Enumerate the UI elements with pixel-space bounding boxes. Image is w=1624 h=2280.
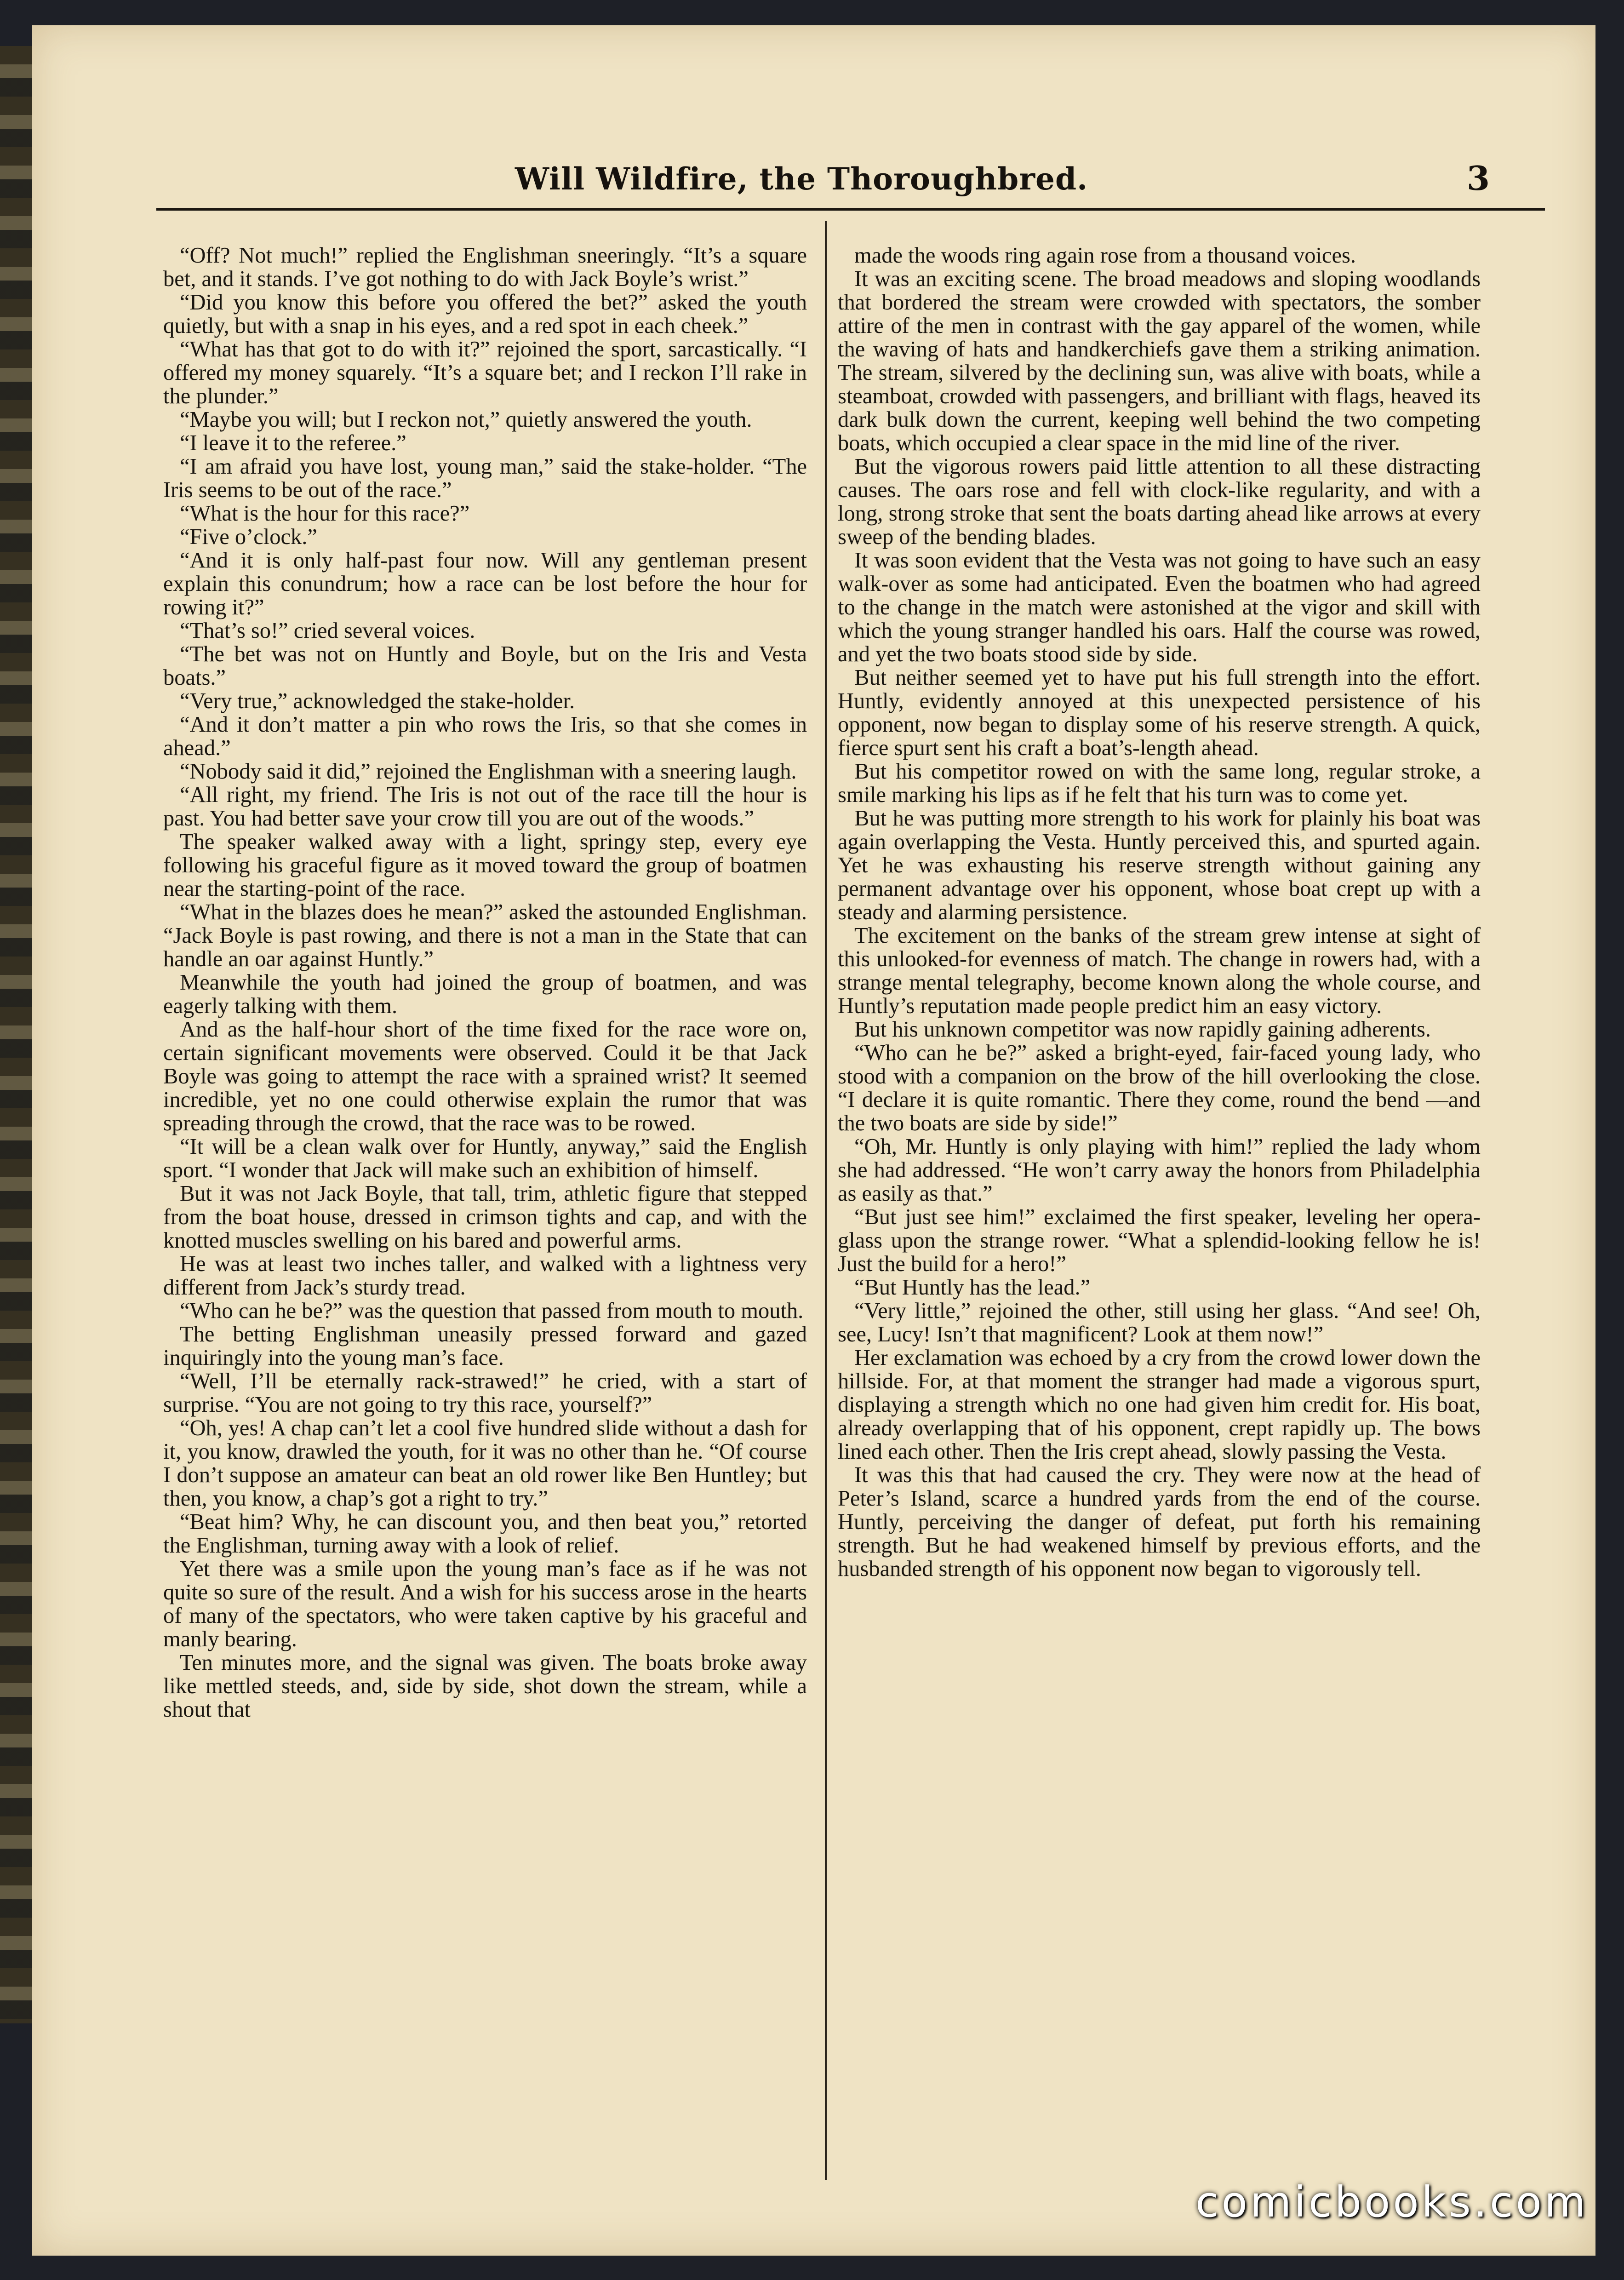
paragraph: “That’s so!” cried several voices. <box>180 619 475 643</box>
paragraph: “Well, I’ll be eternally rack-strawed!” he cried, with a start of surprise. “You are not going to try this race, yourself?” <box>163 1369 807 1417</box>
paragraph: “Beat him? Why, he can discount you, and then beat you,” retorted the Englishman, turning away with a look of relief. <box>163 1510 807 1558</box>
paragraph: But the vigorous rowers paid little attention to all these distracting causes. The oars rose and fell with clock-like regularity, and with a long, strong stroke that sent the boats darting ahead like arrows at every sweep of the bending blades. <box>838 454 1481 549</box>
paragraph: “The bet was not on Huntly and Boyle, but on the Iris and Vesta boats.” <box>163 642 807 690</box>
paragraph: Meanwhile the youth had joined the group of boatmen, and was eagerly talking with them. <box>163 970 807 1018</box>
paragraph: “Who can he be?” was the question that passed from mouth to mouth. <box>180 1299 804 1323</box>
binding-edge <box>0 46 32 2023</box>
paragraph: Ten minutes more, and the signal was given. The boats broke away like mettled steeds, and, side by side, shot down the stream, while a shout that <box>163 1650 807 1722</box>
paragraph: “And it is only half-past four now. Will any gentleman present explain this conundrum; how a race can be lost before the hour for rowing it?” <box>163 548 807 619</box>
paragraph: But neither seemed yet to have put his full strength into the effort. Huntly, evidently annoyed at this unexpected persistence of his opponent, now began to display some of his reserve strength. A quick, fierce spurt sent his craft a boat’s-length ahead. <box>838 665 1481 760</box>
paragraph: “Oh, yes! A chap can’t let a cool five hundred slide without a dash for it, you know, drawled the youth, for it was no other than he. “Of course I don’t suppose an amateur can beat an old rower like Ben Huntley; but then, you know, a chap’s got a right to try.” <box>163 1416 807 1511</box>
paragraph: “Who can he be?” asked a bright-eyed, fair-faced young lady, who stood with a companion on the brow of the hill overlooking the close. “I declare it is quite romantic. There they come, round the bend —and the two boats are side by side!” <box>838 1041 1481 1135</box>
paragraph: “Very little,” rejoined the other, still using her glass. “And see! Oh, see, Lucy! Isn’t that magnificent? Look at them now!” <box>838 1299 1481 1346</box>
paragraph: It was this that had caused the cry. They were now at the head of Peter’s Island, scarce a hundred yards from the end of the course. Huntly, perceiving the danger of defeat, put forth his remaining strength. But he had weakened himself by previous efforts, and the husbanded strength of his opponent now began to vigorously tell. <box>838 1463 1481 1581</box>
paragraph: But he was putting more strength to his work for plainly his boat was again overlapping the Vesta. Huntly perceived this, and spurted again. Yet he was exhausting his reserve strength without gaining any permanent advantage over his opponent, whose boat crept up with a steady and alarming persistence. <box>838 806 1481 924</box>
right-text-column <box>838 244 1481 2194</box>
paragraph: “But Huntly has the lead.” <box>854 1275 1091 1300</box>
paragraph: But it was not Jack Boyle, that tall, trim, athletic figure that stepped from the boat house, dressed in crimson tights and cap, and with the knotted muscles swelling on his bared and powerful arms. <box>163 1181 807 1253</box>
left-text-column <box>163 244 807 2194</box>
paragraph: “It will be a clean walk over for Huntly, anyway,” said the English sport. “I wonder that Jack will make such an exhibition of himself. <box>163 1134 807 1182</box>
paragraph: It was soon evident that the Vesta was not going to have such an easy walk-over as some had anticipated. Even the boatmen who had agreed to the change in the match were astonished at the vigor and skill with which the young stranger handled his oars. Half the course was rowed, and yet the two boats stood side by side. <box>838 548 1481 666</box>
paragraph: But his competitor rowed on with the same long, regular stroke, a smile marking his lips as if he felt that his turn was to come yet. <box>838 759 1481 807</box>
paragraph: “I leave it to the referee.” <box>180 431 406 455</box>
paragraph: “Off? Not much!” replied the Englishman sneeringly. “It’s a square bet, and it stands. I’ve got nothing to do with Jack Boyle’s wrist.” <box>163 244 807 291</box>
paragraph: “Did you know this before you offered the bet?” asked the youth quietly, but with a snap in his eyes, and a red spot in each cheek.” <box>163 290 807 338</box>
paragraph: But his unknown competitor was now rapidly gaining adherents. <box>854 1017 1431 1042</box>
paragraph: The speaker walked away with a light, springy step, every eye following his graceful figure as it moved toward the group of boatmen near the starting-point of the race. <box>163 830 807 901</box>
paragraph: made the woods ring again rose from a thousand voices. <box>854 244 1356 268</box>
column-divider <box>825 221 827 2180</box>
paragraph: “Oh, Mr. Huntly is only playing with him!” replied the lady whom she had addressed. “He won’t carry away the honors from Philadelphia as easily as that.” <box>838 1134 1481 1206</box>
running-header-title: Will Wildfire, the Thoroughbred. <box>515 161 1088 197</box>
paragraph: He was at least two inches taller, and walked with a lightness very different from Jack’s sturdy tread. <box>163 1252 807 1300</box>
paragraph: “What is the hour for this race?” <box>180 501 470 526</box>
paragraph: “What in the blazes does he mean?” asked the astounded Englishman. “Jack Boyle is past rowing, and there is not a man in the State that can handle an oar against Huntly.” <box>163 900 807 971</box>
paragraph: “And it don’t matter a pin who rows the Iris, so that she comes in ahead.” <box>163 712 807 760</box>
paragraph: “But just see him!” exclaimed the first speaker, leveling her opera-glass upon the strange rower. “What a splendid-looking fellow he is! Just the build for a hero!” <box>838 1205 1481 1276</box>
paragraph: “What has that got to do with it?” rejoined the sport, sarcastically. “I offered my money squarely. “It’s a square bet; and I reckon I’ll rake in the plunder.” <box>163 337 807 408</box>
paragraph: The excitement on the banks of the stream grew intense at sight of this unlooked-for evenness of match. The change in rowers had, with a strange mental telegraphy, become known along the whole course, and Huntly’s reputation made people predict him an easy victory. <box>838 923 1481 1018</box>
paragraph: “I am afraid you have lost, young man,” said the stake-holder. “The Iris seems to be out of the race.” <box>163 454 807 502</box>
page-number: 3 <box>1467 159 1490 198</box>
paragraph: “Very true,” acknowledged the stake-holder. <box>180 689 575 713</box>
paragraph: It was an exciting scene. The broad meadows and sloping woodlands that bordered the stream were crowded with spectators, the somber attire of the men in contrast with the gay apparel of the women, while the waving of hats and handkerchiefs gave them a striking animation. The stream, silvered by the declining sun, was alive with boats, while a steamboat, crowded with passengers, and brilliant with flags, heaved its dark bulk down the current, keeping well behind the two competing boats, which occupied a clear space in the mid line of the river. <box>838 267 1481 455</box>
watermark-logo: comicbooks.com <box>1195 2177 1589 2227</box>
paragraph: “All right, my friend. The Iris is not out of the race till the hour is past. You had better save your crow till you are out of the woods.” <box>163 783 807 831</box>
paragraph: And as the half-hour short of the time fixed for the race wore on, certain significant movements were observed. Could it be that Jack Boyle was going to attempt the race with a sprained wrist? It seemed incredible, yet no one could otherwise explain the rumor that was spreading through the crowd, that the race was to be rowed. <box>163 1017 807 1135</box>
paragraph: Her exclamation was echoed by a cry from the crowd lower down the hillside. For, at that moment the stranger had made a vigorous spurt, displaying a strength which no one had given him credit for. His boat, already overlapping that of his opponent, crept rapidly up. The bows lined each other. Then the Iris crept ahead, slowly passing the Vesta. <box>838 1346 1481 1464</box>
paragraph: Yet there was a smile upon the young man’s face as if he was not quite so sure of the result. And a wish for his success arose in the hearts of many of the spectators, who were taken captive by his graceful and manly bearing. <box>163 1557 807 1651</box>
paragraph: “Five o’clock.” <box>180 525 317 549</box>
paragraph: The betting Englishman uneasily pressed forward and gazed inquiringly into the young man’s face. <box>163 1322 807 1370</box>
header-rule <box>156 208 1545 211</box>
paragraph: “Nobody said it did,” rejoined the Englishman with a sneering laugh. <box>180 759 797 784</box>
paragraph: “Maybe you will; but I reckon not,” quietly answered the youth. <box>180 407 752 432</box>
